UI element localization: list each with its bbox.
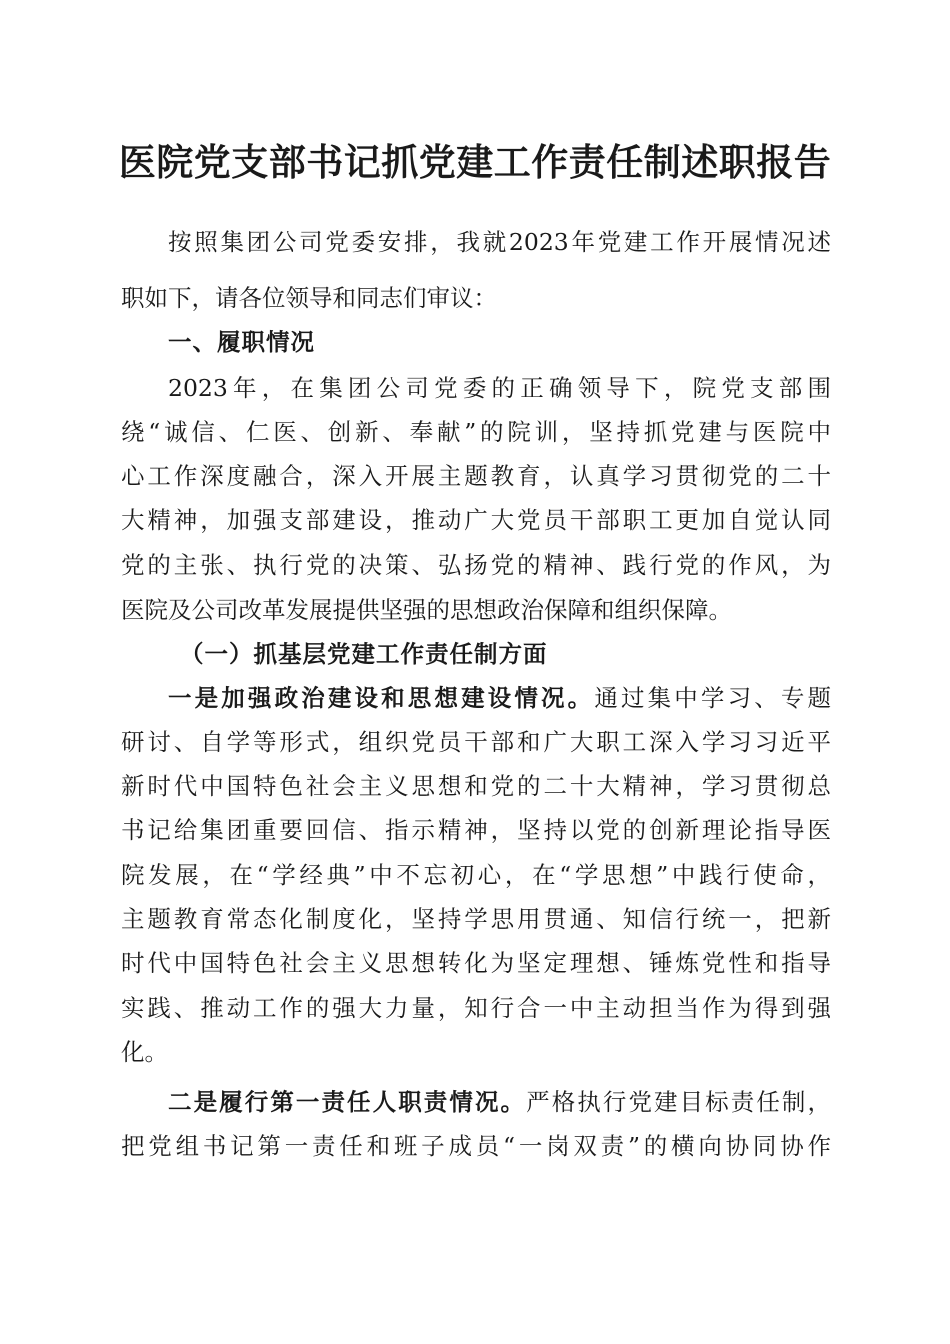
para-3-lead: 二是履行第一责任人职责情况。 (168, 1088, 527, 1116)
para-1-line-2: 绕“诚信、仁医、创新、奉献”的院训，坚持抓党建与医院中 (121, 418, 831, 446)
para-2-line-6: 主题教育常态化制度化，坚持学思用贯通、知信行统一，把新 (121, 905, 831, 933)
para-2-line-7: 时代中国特色社会主义思想转化为坚定理想、锤炼党性和指导 (121, 949, 831, 977)
para-2-line-1 (168, 678, 831, 718)
intro-line-1: 按照集团公司党委安排，我就2023年党建工作开展情况述 (168, 228, 831, 256)
para-3-line-2: 把党组书记第一责任和班子成员“一岗双责”的横向协同协作 (121, 1132, 831, 1160)
para-2-line-9: 化。 (121, 1038, 168, 1066)
para-1-line-4: 大精神，加强支部建设，推动广大党员干部职工更加自觉认同 (121, 506, 831, 534)
para-1-line-5: 党的主张、执行党的决策、弘扬党的精神、践行党的作风，为 (121, 551, 831, 579)
para-2-line-5: 院发展，在“学经典”中不忘初心，在“学思想”中践行使命， (121, 861, 831, 889)
subsection-1-heading: （一）抓基层党建工作责任制方面 (180, 640, 548, 668)
para-2-line-4: 书记给集团重要回信、指示精神，坚持以党的创新理论指导医 (121, 816, 831, 844)
para-2-line-2: 研讨、自学等形式，组织党员干部和广大职工深入学习习近平 (121, 728, 831, 756)
para-3-line-1 (168, 1082, 831, 1122)
para-1-line-1: 2023年，在集团公司党委的正确领导下，院党支部围 (168, 374, 831, 402)
para-2-lead: 一是加强政治建设和思想建设情况。 (168, 684, 595, 712)
para-3-line-1-rest: 严格执行党建目标责任制， (526, 1088, 832, 1116)
para-2-line-1-rest: 通过集中学习、专题 (594, 684, 832, 712)
para-1-line-3: 心工作深度融合，深入开展主题教育，认真学习贯彻党的二十 (121, 462, 831, 490)
intro-line-2: 职如下，请各位领导和同志们审议： (121, 284, 497, 312)
para-1-line-6: 医院及公司改革发展提供坚强的思想政治保障和组织保障。 (121, 596, 732, 624)
section-1-heading: 一、履职情况 (168, 328, 315, 356)
para-2-line-8: 实践、推动工作的强大力量，知行合一中主动担当作为得到强 (121, 994, 831, 1022)
para-2-line-3: 新时代中国特色社会主义思想和党的二十大精神，学习贯彻总 (121, 772, 831, 800)
document-title: 医院党支部书记抓党建工作责任制述职报告 (118, 140, 832, 184)
